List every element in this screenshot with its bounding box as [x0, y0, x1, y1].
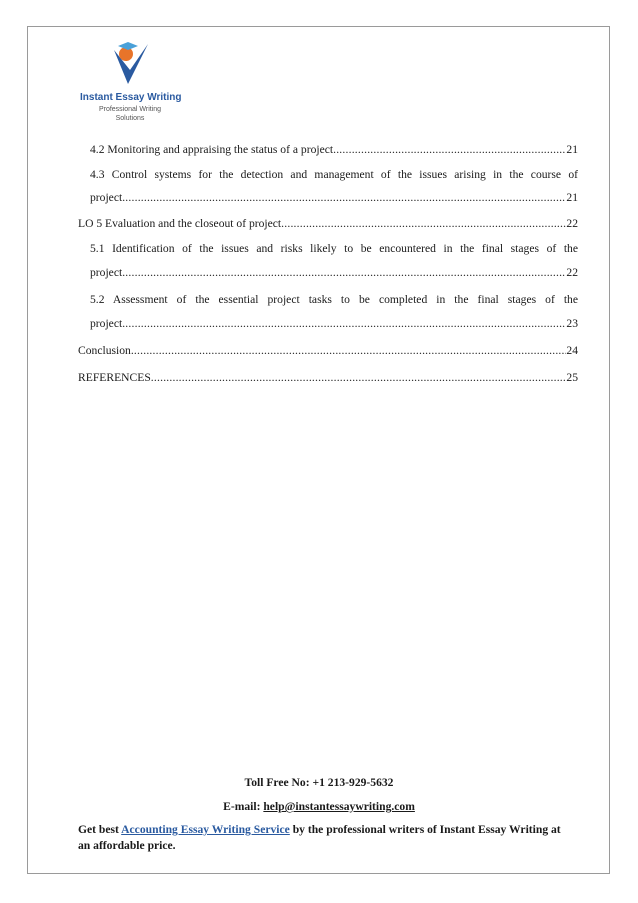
toc-leader-dots: [122, 191, 566, 205]
toc-leader-dots: [333, 143, 566, 157]
toc-leader-dots: [122, 317, 566, 331]
footer-email-line: [0, 800, 638, 813]
toc-entry[interactable]: [90, 293, 578, 307]
toc-entry[interactable]: [90, 191, 578, 205]
accounting-essay-service-link[interactable]: Accounting Essay Writing Service: [121, 823, 290, 836]
toc-leader-dots: [281, 217, 566, 231]
toc-entry-title: 5.2 Assessment of the essential project tasks to be completed in the final stages of the: [90, 293, 578, 306]
logo-tagline: Professional Writing: [98, 106, 162, 113]
toc-entry-title: project: [90, 191, 123, 204]
toc-entry[interactable]: [78, 371, 578, 385]
toc-leader-dots: [131, 344, 567, 358]
toc-entry-page: 23: [566, 317, 578, 330]
toc-entry-title: REFERENCES: [78, 371, 151, 384]
toc-leader-dots: [151, 371, 567, 385]
toc-leader-dots: [122, 266, 566, 280]
logo-brand-text: Instant Essay Writing: [80, 92, 182, 103]
footer-phone: Toll Free No: +1 213-929-5632: [244, 776, 394, 789]
toc-entry-title: Conclusion: [78, 344, 131, 357]
toc-entry-title: project: [90, 317, 123, 330]
toc-entry[interactable]: [78, 217, 578, 231]
toc-entry-title: 4.2 Monitoring and appraising the status of a project: [90, 143, 334, 156]
logo-tagline: Solutions: [115, 115, 145, 122]
footer-promo: [78, 822, 566, 854]
toc-entry-page: 21: [566, 191, 578, 204]
toc-entry[interactable]: [90, 143, 578, 157]
toc-entry[interactable]: [78, 344, 578, 358]
toc-entry[interactable]: [90, 242, 578, 256]
toc-entry-title: 5.1 Identification of the issues and risks likely to be encountered in the final stages of the: [90, 242, 578, 255]
toc-entry-page: 22: [566, 266, 578, 279]
toc-entry[interactable]: [90, 266, 578, 280]
toc-entry-title: 4.3 Control systems for the detection and management of the issues arising in the course of: [90, 168, 578, 181]
footer-email-link[interactable]: help@instantessaywriting.com: [263, 800, 415, 813]
toc-entry-page: 25: [566, 371, 578, 384]
toc-entry-page: 24: [566, 344, 578, 357]
toc-entry-page: 21: [566, 143, 578, 156]
toc-entry-title: project: [90, 266, 123, 279]
toc-entry-title: LO 5 Evaluation and the closeout of project: [78, 217, 282, 230]
footer-promo-suffix: by the professional writers of Instant Essay Writing at an affordable price.: [78, 823, 561, 852]
footer-promo-prefix: Get best: [78, 823, 122, 836]
toc-entry-page: 22: [566, 217, 578, 230]
footer-email-label: E-mail:: [223, 800, 264, 813]
toc-entry[interactable]: [90, 317, 578, 331]
logo-figure-icon: [108, 40, 154, 92]
toc-entry[interactable]: [90, 168, 578, 182]
company-logo: [80, 40, 180, 130]
